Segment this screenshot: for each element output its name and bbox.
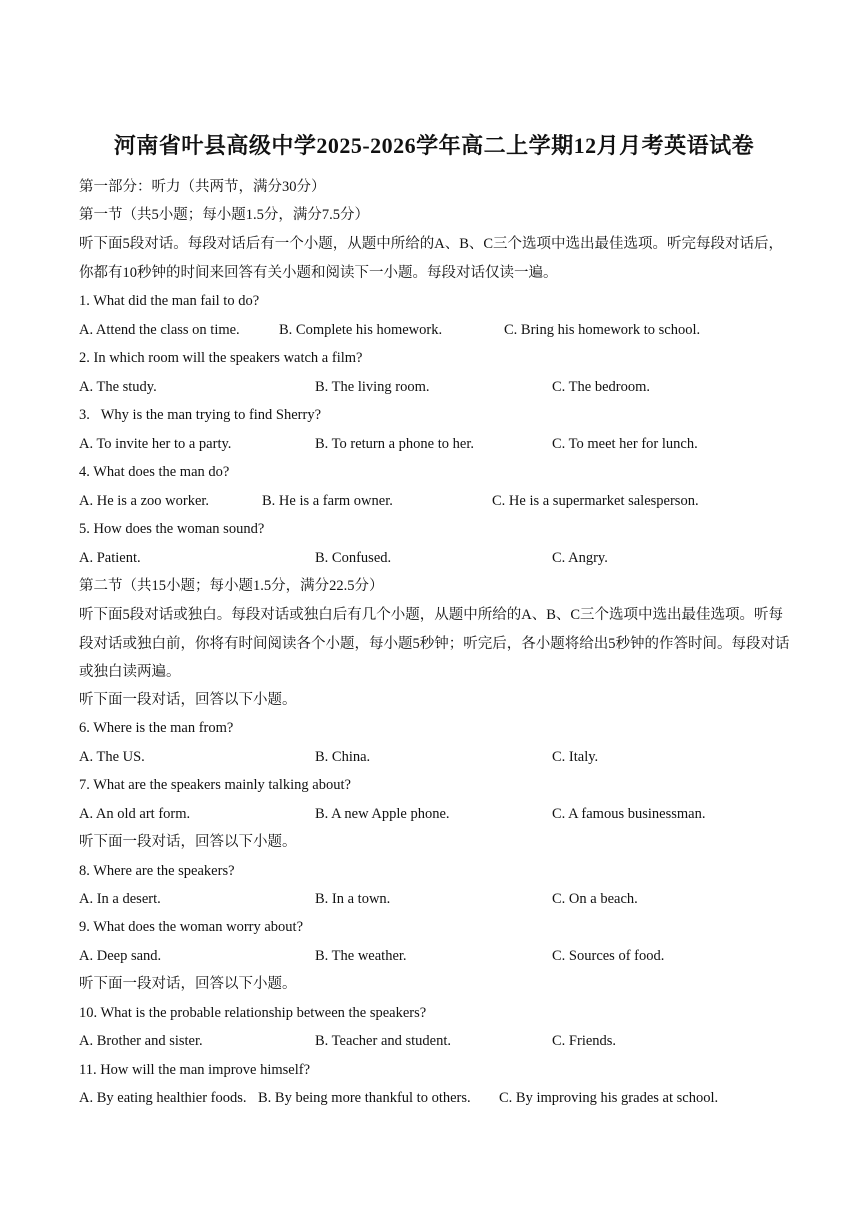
section2-instructions: 听下面5段对话或独白。每段对话或独白后有几个小题，从题中所给的A、B、C三个选项中选出最佳选项。听每段对话或独白前，你将有时间阅读各个小题，每小题5秒钟；听完后，各小题将给出5秒钟的作答时间。每段对话或独白读两遍。: [79, 607, 790, 680]
section2-heading: 第二节（共15小题；每小题1.5分，满分22.5分）: [79, 578, 384, 594]
option-7b: B. A new Apple phone.: [315, 806, 450, 822]
option-5a: A. Patient.: [79, 550, 141, 566]
exam-title: 河南省叶县高级中学2025-2026学年高二上学期12月月考英语试卷: [113, 133, 755, 158]
option-2c: C. The bedroom.: [552, 379, 650, 395]
dialogue-note: 听下面一段对话，回答以下小题。: [79, 692, 297, 708]
option-1b: B. Complete his homework.: [279, 322, 443, 338]
option-11a: A. By eating healthier foods.: [79, 1090, 247, 1106]
option-6c: C. Italy.: [552, 749, 599, 765]
option-8a: A. In a desert.: [79, 891, 161, 907]
question-6: 6. Where is the man from?: [79, 720, 234, 736]
option-7a: A. An old art form.: [79, 806, 191, 822]
option-8b: B. In a town.: [315, 891, 391, 907]
option-8c: C. On a beach.: [552, 891, 638, 907]
question-3: 3. Why is the man trying to find Sherry?: [79, 407, 322, 423]
question-7: 7. What are the speakers mainly talking about?: [79, 777, 351, 793]
option-10b: B. Teacher and student.: [315, 1033, 452, 1049]
part1-heading: 第一部分：听力（共两节，满分30分）: [79, 179, 326, 195]
option-6a: A. The US.: [79, 749, 145, 765]
question-11: 11. How will the man improve himself?: [79, 1062, 311, 1078]
option-9c: C. Sources of food.: [552, 948, 665, 964]
question-2: 2. In which room will the speakers watch a film?: [79, 350, 363, 366]
option-10c: C. Friends.: [552, 1033, 617, 1049]
option-3c: C. To meet her for lunch.: [552, 436, 698, 452]
section1-instructions: 听下面5段对话。每段对话后有一个小题，从题中所给的A、B、C三个选项中选出最佳选项。听完每段对话后，你都有10秒钟的时间来回答有关小题和阅读下一小题。每段对话仅读一遍。: [79, 236, 784, 281]
dialogue-note: 听下面一段对话，回答以下小题。: [79, 834, 297, 850]
option-11c: C. By improving his grades at school.: [499, 1090, 719, 1106]
option-4a: A. He is a zoo worker.: [79, 493, 210, 509]
section1-heading: 第一节（共5小题；每小题1.5分，满分7.5分）: [79, 207, 369, 223]
option-5b: B. Confused.: [315, 550, 392, 566]
question-4: 4. What does the man do?: [79, 464, 230, 480]
question-1: 1. What did the man fail to do?: [79, 293, 260, 309]
option-9b: B. The weather.: [315, 948, 407, 964]
option-4b: B. He is a farm owner.: [262, 493, 393, 509]
dialogue-note: 听下面一段对话，回答以下小题。: [79, 976, 297, 992]
option-10a: A. Brother and sister.: [79, 1033, 203, 1049]
option-3a: A. To invite her to a party.: [79, 436, 232, 452]
option-4c: C. He is a supermarket salesperson.: [492, 493, 699, 509]
option-5c: C. Angry.: [552, 550, 608, 566]
question-8: 8. Where are the speakers?: [79, 863, 235, 879]
option-7c: C. A famous businessman.: [552, 806, 706, 822]
option-1c: C. Bring his homework to school.: [504, 322, 701, 338]
option-6b: B. China.: [315, 749, 371, 765]
question-9: 9. What does the woman worry about?: [79, 919, 304, 935]
question-5: 5. How does the woman sound?: [79, 521, 265, 537]
option-3b: B. To return a phone to her.: [315, 436, 474, 452]
option-9a: A. Deep sand.: [79, 948, 162, 964]
question-10: 10. What is the probable relationship between the speakers?: [79, 1005, 427, 1021]
option-1a: A. Attend the class on time.: [79, 322, 240, 338]
option-2b: B. The living room.: [315, 379, 430, 395]
option-11b: B. By being more thankful to others.: [258, 1090, 471, 1106]
option-2a: A. The study.: [79, 379, 157, 395]
